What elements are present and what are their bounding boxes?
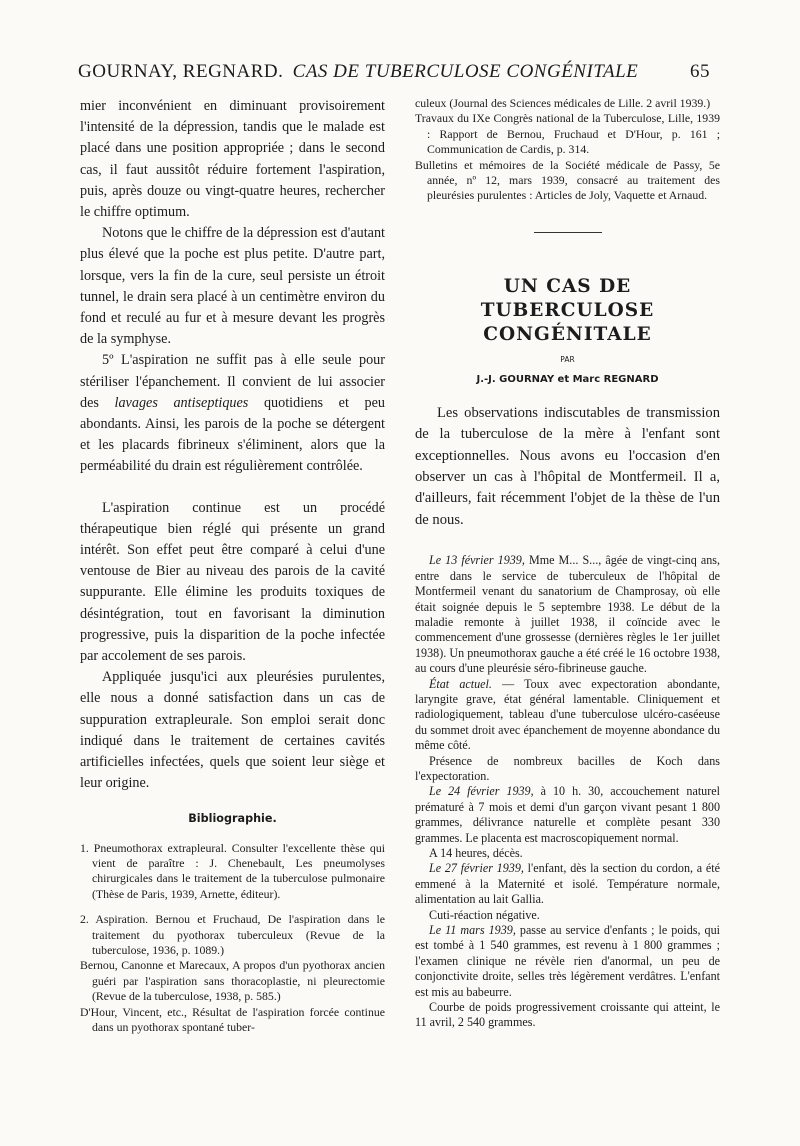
- etat-text: — Toux avec expectoration abondante, laryngite grave, état général lamentable. Cliniquement et radiologiquement, tableau d'une tuberculose ulcéro-caséeuse du sommet droit avec épanchement de moyenne abondance du même côté.: [415, 676, 720, 753]
- conclusion-paragraph: L'aspiration continue est un procédé thérapeutique bien réglé qui présente un grand intérêt. Son effet peut être comparé à celui d'une ventouse de Bier au niveau des parois de la cavité suppurante. Elle élimine les produits toxiques de désintégration, tout en favorisant la diminution progressive, puis la disparition de la poche infectée par accolement de ses parois.: [80, 499, 385, 665]
- bibliography-entry: Travaux du IXe Congrès national de la Tuberculose, Lille, 1939 : Rapport de Bernou, Fruchaud et D'Hour, p. 161 ; Communication de Cardis, p. 314.: [415, 111, 720, 157]
- bibliography-entry: 1. Pneumothorax extrapleural. Consulter l'excellente thèse qui vient de paraître : J. Chenebault, Les pneumolyses chirurgicales dans le traitement de la tuberculose pulmonaire (Thèse de Paris, 1939, Arnette, éditeur).: [80, 840, 385, 901]
- bibliography-title: Bibliographie.: [188, 811, 277, 825]
- case-paragraph: Courbe de poids progressivement croissante qui atteint, le 11 avril, 2 540 grammes.: [415, 1000, 720, 1030]
- bibliography-entry: D'Hour, Vincent, etc., Résultat de l'aspiration forcée continue dans un pyothorax spontané tuber-: [80, 1004, 385, 1034]
- case-text: passe au service d'enfants ; le poids, qui est tombé à 1 540 grammes, est revenu à 1 800 grammes ; l'examen clinique ne révèle rien d'anormal, un peu de conjonctivite droite, selles très légèrement verdâtres. L'enfant est mis au babeurre.: [415, 923, 720, 999]
- p5-start: 5º L'aspiration ne suffit pas à elle seule pour stériliser l'épanchement. Il convient de lui associer des: [80, 352, 385, 411]
- paragraph-item-5: [80, 350, 385, 477]
- left-body: [80, 96, 385, 795]
- running-header: [78, 61, 710, 83]
- case-text: à 10 h. 30, accouchement naturel prématuré à 7 mois et demi d'un garçon vivant pesant 1 800 grammes, délivrance naturelle et complète pesant 330 grammes. Le placenta est macroscopiquement normal.: [415, 784, 720, 845]
- bibliography-continued: [415, 96, 720, 204]
- case-paragraph: [415, 923, 720, 1000]
- etat-label: État actuel.: [429, 676, 492, 691]
- case-text: l'enfant, dès la section du cordon, a été emmené à la Maternité et isolé. Température normale, alimentation au lait Gallia.: [415, 861, 720, 907]
- page-number: 65: [690, 61, 710, 82]
- p5-italic: lavages antiseptiques: [114, 394, 249, 411]
- intro-text: Les observations indiscutables de transmission de la tuberculose de la mère à l'enfant sont exceptionnelles. Nous avons eu l'occasion d'en observer un cas à l'hôpital de Montfermeil. Il a, d'ailleurs, fait récemment l'objet de la thèse de l'un de nous.: [415, 404, 720, 528]
- header-title: CAS DE TUBERCULOSE CONGÉNITALE: [292, 61, 639, 82]
- case-date: Le 27 février 1939,: [429, 861, 524, 876]
- case-date: Le 13 février 1939,: [429, 553, 525, 568]
- bibliography-entry: Bernou, Canonne et Marecaux, A propos d'un pyothorax ancien guéri par l'aspiration sans thoracoplastie, ni pleurectomie (Revue de la tuberculose, 1938, p. 585.): [80, 958, 385, 1004]
- case-paragraph: A 14 heures, décès.: [429, 846, 523, 860]
- paragraph: Notons que le chiffre de la dépression est d'autant plus élevé que la poche est plus petite. D'autre part, lorsque, vers la fin de la cure, seul persiste un étroit tunnel, le drain sera placé à un centimètre environ du fond et reculé au fur et à mesure devant les progrès de la symphyse.: [80, 225, 385, 348]
- bibliography-entry: 2. Aspiration. Bernou et Fruchaud, De l'aspiration dans le traitement du pyothorax tuberculeux (Revue de la tuberculose, 1936, p. 1089.): [80, 912, 385, 957]
- header-authors: GOURNAY, REGNARD.: [78, 61, 284, 82]
- case-date: Le 24 février 1939,: [429, 784, 534, 799]
- case-date: Le 11 mars 1939,: [429, 923, 516, 938]
- bibliography-entry: culeux (Journal des Sciences médicales de Lille. 2 avril 1939.): [415, 96, 711, 110]
- case-text: Mme M... S..., âgée de vingt-cinq ans, entre dans le service de tuberculeux de l'hôpital de Montfermeil venant du sanatorium de Champrosay, où elle était soignée depuis le 5 septembre 1938. Le début de la maladie remonte à juillet 1938, il coïncide avec le commencement d'une grossesse (dernières règles le 1er juillet 1938). Un pneumothorax gauche a été créé le 16 octobre 1938, au cours d'une pleurésie séro-fibrineuse gauche.: [415, 553, 720, 676]
- left-column: [80, 96, 385, 1035]
- par-label: PAR: [560, 354, 575, 364]
- case-paragraph: [415, 677, 720, 754]
- section-divider: [534, 232, 602, 233]
- case-paragraph: Présence de nombreux bacilles de Koch dans l'expectoration.: [415, 753, 720, 783]
- case-paragraph: Cuti-réaction négative.: [429, 907, 540, 922]
- case-report: [415, 553, 720, 1031]
- bibliography-list: [80, 841, 385, 1036]
- case-paragraph: [415, 553, 720, 676]
- right-column: [415, 96, 720, 1031]
- case-paragraph: [415, 784, 720, 846]
- paragraph: mier inconvénient en diminuant provisoirement l'intensité de la dépression, tandis que le malade est placé dans une position appropriée ; dans le second cas, il faut aussitôt réduire fortement l'aspiration, puis, après douze ou vingt-quatre heures, rechercher le chiffre optimum.: [80, 98, 385, 221]
- intro-paragraph: [415, 403, 720, 531]
- byline: J.-J. GOURNAY et Marc REGNARD: [476, 373, 659, 385]
- article-title-line: UN CAS DE TUBERCULOSE: [480, 275, 655, 321]
- article-title: [415, 275, 720, 347]
- article-title-line: CONGÉNITALE: [483, 323, 652, 345]
- conclusion-paragraph: Appliquée jusqu'ici aux pleurésies purulentes, elle nous a donné satisfaction dans un cas de suppuration extrapleurale. Son emploi serait donc indiqué dans le traitement de certaines cavités artificielles infectées, quels que soient leur siège et leur origine.: [80, 669, 385, 792]
- p5-end: quotidiens et peu abondants. Ainsi, les parois de la poche se détergent et les placards fibrineux s'éliminent, alors que la perméabilité du drain est régulièrement contrôlée.: [80, 394, 385, 475]
- bibliography-entry: Bulletins et mémoires de la Société médicale de Passy, 5e année, nº 12, mars 1939, consacré au traitement des pleurésies purulentes : Articles de Joly, Vaquette et Arnaud.: [415, 157, 720, 203]
- case-paragraph: [415, 861, 720, 907]
